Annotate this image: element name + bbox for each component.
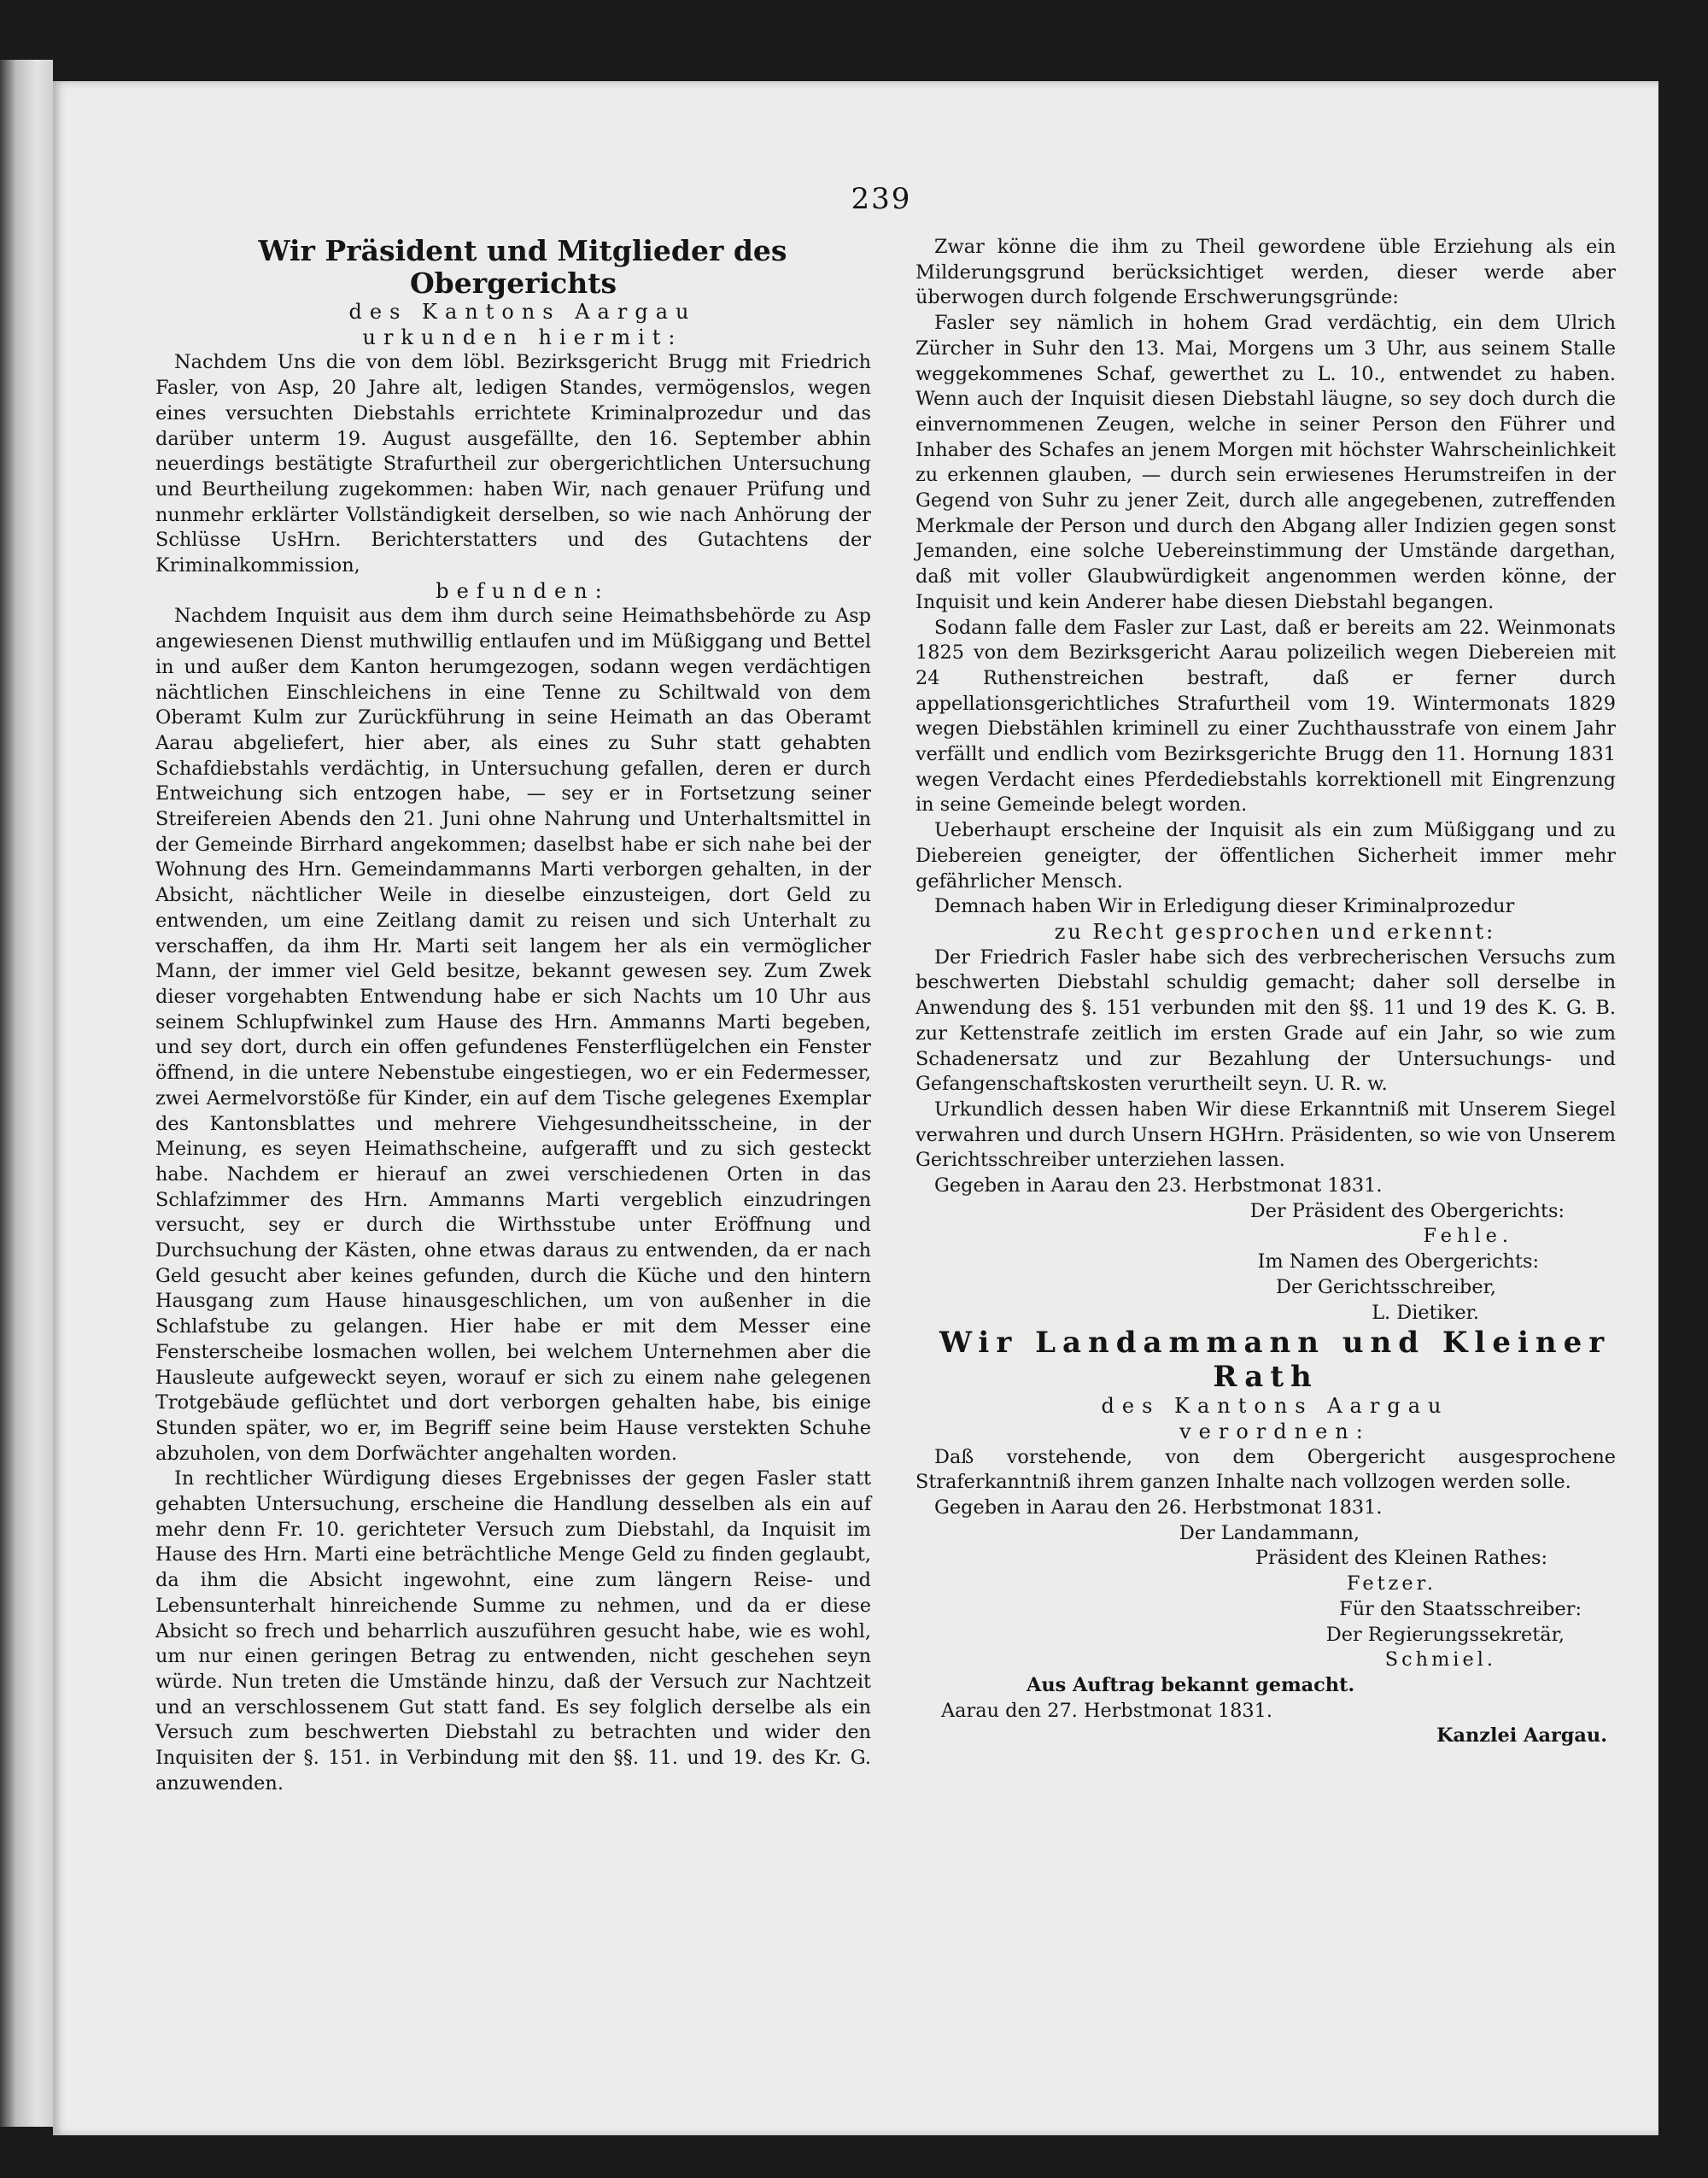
intro-paragraph: Nachdem Uns die von dem löbl. Bezirksgericht Brugg mit Friedrich Fasler, von Asp, 20 Jahre alt, ledigen Standes, vermögenslos, wegen eines versuchten Diebstahls errichtete Kriminalprozedur und das darüber unterm 19. August ausgefällte, den 16. September abhin neuerdings bestätigte Strafurtheil zur obergerichtlichen Untersuchung und Beurtheilung zugekommen: haben Wir, nach genauer Prüfung und nunmehr erklärter Vollständigkeit derselben, so wie nach Anhörung der Schlüsse UsHrn. Berichterstatters und des Gutachtens der Kriminalkommission,	[155, 351, 871, 577]
decree-subheading: des Kantons Aargau	[348, 300, 697, 324]
zu-recht-line: zu Recht gesprochen und erkennt:	[1054, 919, 1496, 944]
publication-note: Aus Auftrag bekannt gemacht.	[1027, 1673, 1355, 1696]
left-column	[155, 235, 871, 1796]
ordinance-paragraph: Daß vorstehende, von dem Obergericht ausgesprochene Straferkanntniß ihrem ganzen Inhalte nach vollzogen werden solle.	[915, 1445, 1616, 1494]
findings-paragraph: Nachdem Inquisit aus dem ihm durch seine Heimathsbehörde zu Asp angewiesenen Dienst muthwillig entlaufen und im Müßiggang und Bettel in und außer dem Kanton herumgezogen, sodann wegen verdächtigen nächtlichen Einschleichens in eine Tenne zu Schiltwald von dem Oberamt Kulm zur Zurückführung in seine Heimath an das Oberamt Aarau abgeliefert, hier aber, als eines zu Suhr statt gehabten Schafdiebstahls verdächtig, in Untersuchung gefallen, deren er durch Entweichung sich entzogen habe, — sey er in Fortsetzung seiner Streifereien Abends den 21. Juni ohne Nahrung und Unterhaltsmittel in der Gemeinde Birrhard angekommen; daselbst habe er sich nahe bei der Wohnung des Hrn. Gemeindammanns Marti verborgen gehalten, in der Absicht, nächtlicher Weile in dieselbe einzusteigen, dort Geld zu entwenden, um eine Zeitlang damit zu reisen und sich Unterhalt zu verschaffen, da ihm Hr. Marti seit langem her als ein vermöglicher Mann, der immer viel Geld besitze, bekannt gewesen sey. Zum Zwek dieser vorgehabten Entwendung habe er sich Nachts um 10 Uhr aus seinem Schlupfwinkel zum Hause des Hrn. Ammanns Marti begeben, und sey dort, durch ein offen gefundenes Fensterflügelchen ein Fenster öffnend, in die untere Nebenstube eingestiegen, wo er ein Federmesser, zwei Aermelvorstöße für Kinder, ein auf dem Tische gelegenes Exemplar des Kantonsblattes und mehrere Viehgesundheitsscheine, in der Meinung, es seyen Heimathscheine, aufgerafft und zu sich gesteckt habe. Nachdem er hierauf an zwei verschiedenen Orten in das Schlafzimmer des Hrn. Ammanns Marti vergeblich einzudringen versucht, sey er durch die Wirthsstube unter Eröffnung und Durchsuchung der Kästen, ohne etwas daraus zu entwenden, da er nach Geld gesucht aber keines gefunden, durch die Küche und den hintern Hausgang zum Hause hinausgeschlichen, um von außenher in die Schlafstube zu gelangen. Hier habe er mit dem Messer eine Fensterscheibe losmachen wollen, bei welchem Unternehmen aber die Hausleute aufgeweckt seyen, worauf er sich zu einem nahe gelegenen Trotgebäude geflüchtet und dort verborgen gehalten habe, bis einige Stunden später, wo er, im Begriff seine beim Hause verstekten Schuhe abzuholen, von dem Dorfwächter angehalten worden.	[155, 605, 871, 1465]
date-line-1: Gegeben in Aarau den 23. Herbstmonat 1831.	[934, 1174, 1383, 1197]
document-page	[53, 81, 1658, 2135]
page-number: 239	[851, 182, 912, 216]
signature-title-2: Im Namen des Obergerichts:	[1257, 1250, 1539, 1273]
verdict-paragraph: Der Friedrich Fasler habe sich des verbrecherischen Versuchs zum beschwerten Diebstahl schuldig gemacht; daher soll derselbe in Anwendung des §. 151 verbunden mit den §§. 11 und 19 des K. G. B. zur Kettenstrafe zeitlich im ersten Grade auf ein Jahr, so wie zum Schadenersatz und zur Bezahlung der Untersuchungs- und Gefangenschaftskosten verurtheilt seyn. U. R. w.	[915, 946, 1616, 1096]
signature-name-1: Fehle.	[1423, 1225, 1513, 1248]
befunden-line: befunden:	[436, 578, 610, 603]
chancery-signature: Kanzlei Aargau.	[1436, 1724, 1607, 1748]
signature-name-3: Fetzer.	[1347, 1572, 1436, 1595]
suspicion-paragraph: Fasler sey nämlich in hohem Grad verdächtig, ein dem Ulrich Zürcher in Suhr den 13. Mai, Morgens um 3 Uhr, aus seinem Stalle weggekommenes Schaf, gewerthet zu L. 10., entwendet zu haben. Wenn auch der Inquisit diesen Diebstahl läugne, so sey doch durch die einvernommenen Zeugen, welche in seiner Person den Führer und Inhaber des Schafes an jenem Morgen mit höchster Wahrscheinlichkeit zu erkennen glauben, — durch sein erwiesenes Herumstreifen in der Gegend von Suhr zu jener Zeit, durch alle angegebenen, zutreffenden Merkmale der Person und durch den Abgang aller Indizien gegen sonst Jemanden, eine solche Uebereinstimmung der Umstände dargethan, daß mit voller Glaubwürdigkeit angenommen werden könne, der Inquisit und kein Anderer habe diesen Diebstahl begangen.	[915, 312, 1616, 613]
assessment-paragraph: In rechtlicher Würdigung dieses Ergebnisses der gegen Fasler statt gehabten Untersuchung, erscheine die Handlung desselben als ein auf mehr denn Fr. 10. gerichteter Versuch zum Diebstahl, da Inquisit im Hause des Hrn. Marti eine beträchtliche Menge Geld zu finden geglaubt, da ihm die Absicht ingewohnt, eine zum längern Reise- und Lebensunterhalt hinreichende Summe zu nehmen, und da er diese Absicht so frech und beharrlich auszuführen gesucht habe, wie es wohl, um nur einen geringen Betrag zu entwenden, nicht geschehen seyn würde. Nun treten die Umstände hinzu, daß der Versuch zur Nachtzeit und an verschlossenem Gut statt fand. Es sey folglich derselbe als ein Versuch zum beschwerten Diebstahl zu betrachten und wider den Inquisiten der §. 151. in Verbindung mit den §§. 11. und 19. des Kr. G. anzuwenden.	[155, 1467, 871, 1795]
right-column	[915, 235, 1616, 1749]
date-line-2: Gegeben in Aarau den 26. Herbstmonat 1831.	[934, 1496, 1383, 1519]
urkunden-line: urkunden hiermit:	[362, 325, 683, 349]
book-spine	[0, 60, 53, 2127]
signature-title-4: Der Landammann,	[1179, 1521, 1360, 1544]
council-heading: Wir Landammann und Kleiner Rath	[939, 1326, 1611, 1395]
decree-heading: Wir Präsident und Mitglieder des Obergerichts	[258, 234, 787, 300]
signature-title-7: Der Regierungssekretär,	[1325, 1623, 1565, 1646]
council-subheading: des Kantons Aargau	[1101, 1394, 1449, 1419]
attestation-paragraph: Urkundlich dessen haben Wir diese Erkanntniß mit Unserem Siegel verwahren und durch Unsern HGHrn. Präsidenten, so wie von Unserem Gerichtsschreiber unterziehen lassen.	[915, 1098, 1616, 1172]
mitigation-paragraph: Zwar könne die ihm zu Theil gewordene üble Erziehung als ein Milderungsgrund berücksichtiget werden, dieser werde aber überwogen durch folgende Erschwerungsgründe:	[915, 236, 1616, 309]
signature-title-3: Der Gerichtsschreiber,	[1276, 1275, 1496, 1298]
prior-record-paragraph: Sodann falle dem Fasler zur Last, daß er bereits am 22. Weinmonats 1825 von dem Bezirksgericht Aarau polizeilich wegen Diebereien mit 24 Ruthenstreichen bestraft, daß er ferner durch appellationsgerichtliches Strafurtheil vom 19. Wintermonats 1829 wegen Diebstählen kriminell zu einer Zuchthausstrafe von einem Jahr verfällt und endlich vom Bezirksgerichte Brugg den 11. Hornung 1831 wegen Verdacht eines Pferdediebstahls korrektionell mit Eingrenzung in seine Gemeinde belegt worden.	[915, 616, 1616, 817]
signature-title-5: Präsident des Kleinen Rathes:	[1255, 1547, 1547, 1570]
signature-title-6: Für den Staatsschreiber:	[1339, 1597, 1582, 1620]
signature-name-2: L. Dietiker.	[1372, 1301, 1479, 1324]
verordnen-line: verordnen:	[1179, 1419, 1371, 1443]
date-line-3: Aarau den 27. Herbstmonat 1831.	[941, 1699, 1272, 1722]
character-paragraph: Ueberhaupt erscheine der Inquisit als ein zum Müßiggang und zu Diebereien geneigter, der öffentlichen Sicherheit immer mehr gefährlicher Mensch.	[915, 819, 1616, 893]
demnach-paragraph: Demnach haben Wir in Erledigung dieser Kriminalprozedur	[934, 895, 1515, 918]
signature-name-4: Schmiel.	[1384, 1648, 1496, 1672]
signature-title-1: Der Präsident des Obergerichts:	[1249, 1199, 1565, 1222]
